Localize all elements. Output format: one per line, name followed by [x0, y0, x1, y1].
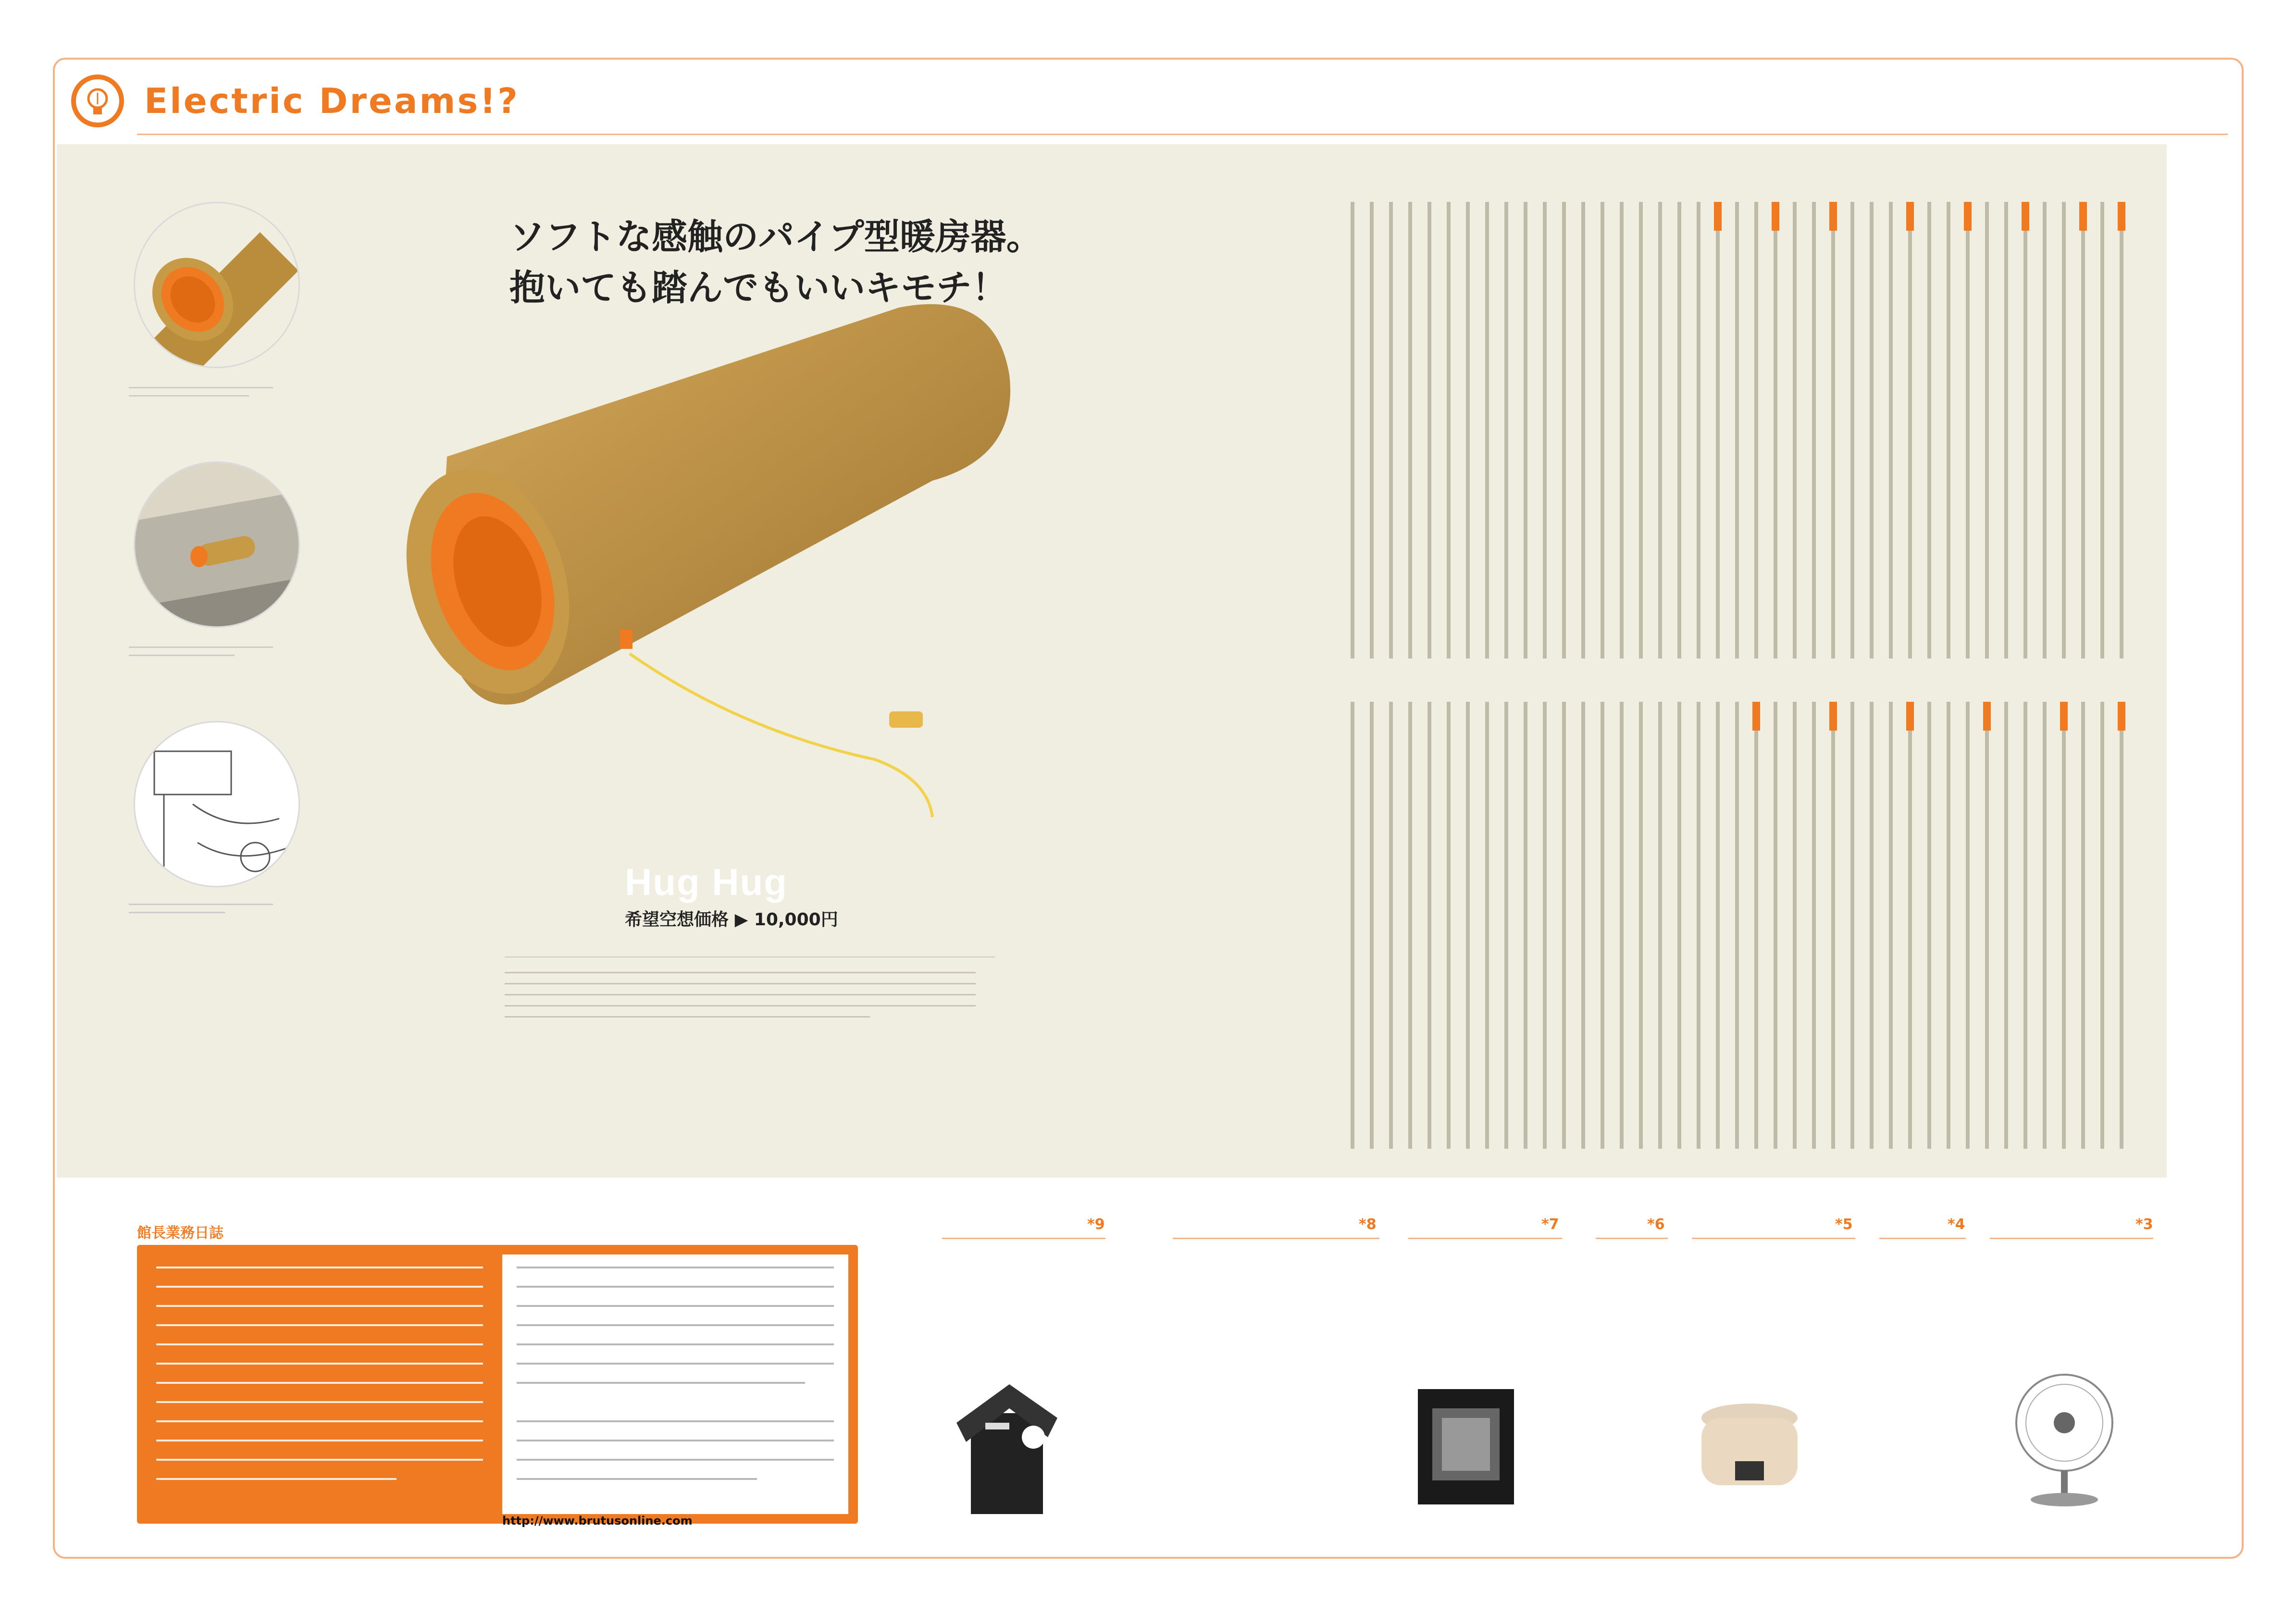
feature-headline: ソフトな感触のパイプ型暖房器。 抱いても踏んでもいいキモチ！: [509, 216, 1042, 309]
arrow-icon: ▶: [734, 910, 754, 930]
footnote-marker-8: *8: [1359, 1216, 1377, 1233]
footnote-rule-5: [1692, 1238, 1855, 1239]
website-link[interactable]: http://www.brutusonline.com: [502, 1514, 693, 1528]
title-rule: [137, 134, 2228, 135]
footnote-marker-7: *7: [1541, 1216, 1559, 1233]
product-name: Hug Hug: [625, 861, 788, 903]
caption-3: [129, 904, 311, 913]
price-value: 10,000円: [754, 910, 838, 930]
hug-hug-heater-image: [404, 298, 1043, 853]
footnote-marker-6: *6: [1647, 1216, 1665, 1233]
diary-title: 館長業務日誌: [137, 1225, 223, 1242]
footnote-marker-5: *5: [1835, 1216, 1853, 1233]
footnote-rule-3: [1990, 1238, 2153, 1239]
diary-box: [137, 1245, 858, 1524]
note-7-image: [1418, 1389, 1514, 1506]
footnote-marker-3: *3: [2135, 1216, 2153, 1233]
thumbnail-foot-warmer: [134, 721, 300, 887]
caption-1: [129, 387, 311, 397]
note-9-image: [952, 1384, 1062, 1521]
thumbnail-on-sofa: [134, 461, 300, 628]
price-line: [625, 906, 838, 931]
lightbulb-icon: [71, 75, 124, 127]
footnote-rule-8: [1173, 1238, 1379, 1239]
footnote-rule-7: [1408, 1238, 1562, 1239]
note-3-fan-image: [2009, 1370, 2120, 1511]
footnote-rule-9: [942, 1238, 1105, 1239]
footnote-marker-4: *4: [1948, 1216, 1965, 1233]
price-label: 希望空想価格: [625, 910, 729, 930]
footnote-rule-6: [1596, 1238, 1668, 1239]
section-title: Electric Dreams!?: [144, 81, 520, 121]
interview-text-columns: [1139, 192, 2139, 1163]
footnote-rule-4: [1879, 1238, 1966, 1239]
footnote-marker-9: *9: [1087, 1216, 1105, 1233]
note-5-rice-cooker-image: [1692, 1384, 1812, 1506]
caption-2: [129, 646, 311, 656]
thumbnail-pipe-end: [134, 202, 300, 368]
intro-text-block: [505, 957, 995, 1054]
